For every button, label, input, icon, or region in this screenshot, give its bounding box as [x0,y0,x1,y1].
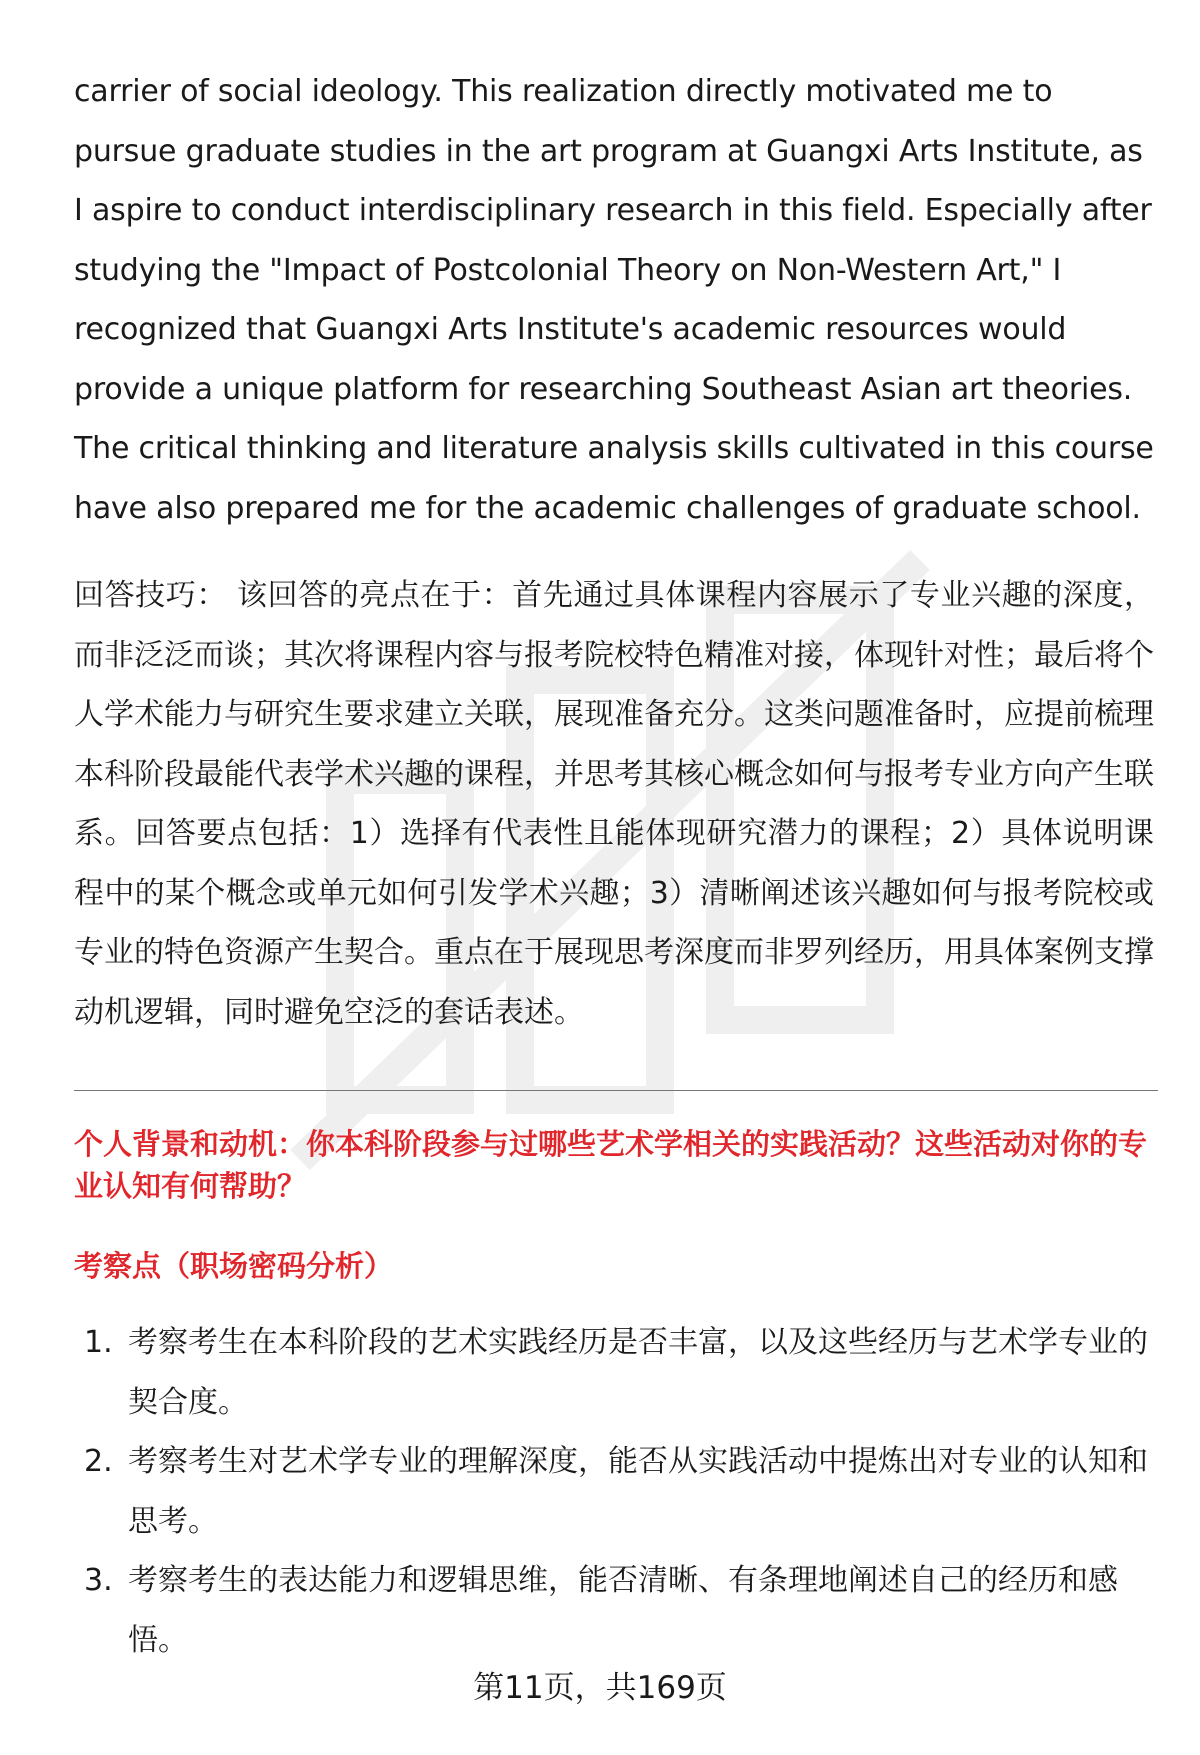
assessment-point [74,1313,1154,1432]
page-footer: 第11页，共169页 [473,1670,727,1706]
assessment-point-text: 考察考生的表达能力和逻辑思维，能否清晰、有条理地阐述自己的经历和感悟。 [128,1563,1118,1658]
answer-tips-paragraph: 回答技巧： 该回答的亮点在于：首先通过具体课程内容展示了专业兴趣的深度，而非泛泛而谈；其次将课程内容与报考院校特色精准对接，体现针对性；最后将个人学术能力与研究生要求建立关联，展现准备充分。这类问题准备时，应提前梳理本科阶段最能代表学术兴趣的课程，并思考其核心概念如何与报考专业方向产生联系。回答要点包括：1）选择有代表性且能体现研究潜力的课程；2）具体说明课程中的某个概念或单元如何引发学术兴趣；3）清晰阐述该兴趣如何与报考院校或专业的特色资源产生契合。重点在于展现思考深度而非罗列经历，用具体案例支撑动机逻辑，同时避免空泛的套话表述。 [74,578,1154,1030]
assessment-point-number: 2. [84,1444,113,1479]
assessment-heading: 考察点（职场密码分析） [74,1249,394,1283]
question-heading: 个人背景和动机：你本科阶段参与过哪些艺术学相关的实践活动？这些活动对你的专业认知有何帮助？ [74,1127,1148,1203]
assessment-point-text: 考察考生在本科阶段的艺术实践经历是否丰富，以及这些经历与艺术学专业的契合度。 [128,1325,1148,1420]
assessment-point [74,1551,1154,1670]
assessment-points-list [74,1313,1154,1670]
assessment-point [74,1432,1154,1551]
section-divider [74,1090,1158,1091]
assessment-point-text: 考察考生对艺术学专业的理解深度，能否从实践活动中提炼出对专业的认知和思考。 [128,1444,1148,1539]
assessment-point-number: 1. [84,1325,113,1360]
answer-continuation-paragraph: carrier of social ideology. This realization directly motivated me to pursue graduate studies in the art program at Guangxi Arts Institute, as I aspire to conduct interdisciplinary research in this field. Especially after studying the "Impact of Postcolonial Theory on Non-Western Art," I recognized that Guangxi Arts Institute's academic resources would provide a unique platform for researching Southeast Asian art theories. The critical thinking and literature analysis skills cultivated in this course have also prepared me for the academic challenges of graduate school. [74,74,1154,526]
document-page [74,62,1154,1670]
assessment-point-number: 3. [84,1563,113,1598]
